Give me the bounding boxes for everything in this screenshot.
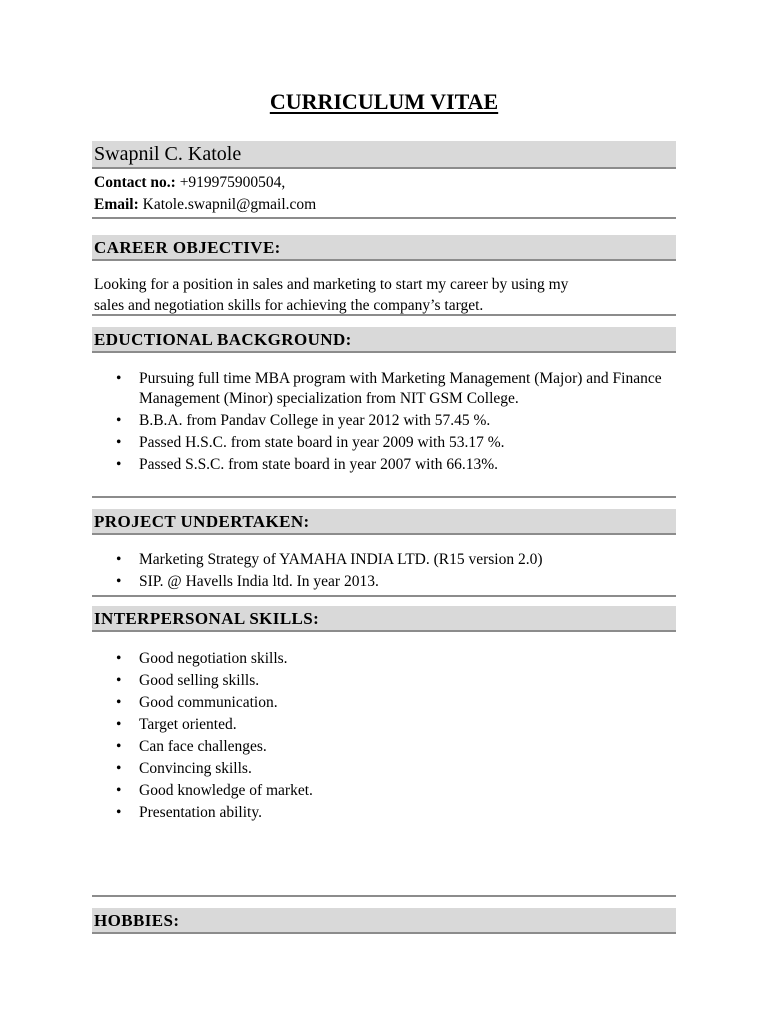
bullet-icon: • [116, 804, 122, 821]
bullet-icon: • [116, 760, 122, 777]
career-line-1: Looking for a position in sales and marketing to start my career by using my [94, 276, 569, 293]
list-item: • Good communication. [112, 692, 672, 714]
project-list [112, 549, 672, 593]
education-heading [92, 327, 676, 353]
list-item: • SIP. @ Havells India ltd. In year 2013. [112, 571, 672, 593]
list-item: • B.B.A. from Pandav College in year 2012 with 57.45 %. [116, 412, 491, 429]
bullet-icon: • [116, 434, 122, 451]
section-title: EDUCTIONAL BACKGROUND: [94, 330, 352, 349]
education-list [112, 369, 662, 475]
email-line [94, 194, 316, 216]
bullet-icon: • [116, 370, 122, 387]
bullet-icon: • [116, 738, 122, 755]
career-objective-heading [92, 235, 676, 261]
hobbies-heading [92, 908, 676, 934]
bullet-icon: • [116, 716, 122, 733]
list-item: • Marketing Strategy of YAMAHA INDIA LTD. (R15 version 2.0) [112, 549, 672, 571]
email-label: Email: [94, 196, 139, 213]
bullet-icon: • [116, 672, 122, 689]
section-divider [92, 895, 676, 897]
list-item: • Target oriented. [112, 714, 672, 736]
section-divider [92, 595, 676, 597]
career-objective-text [94, 274, 674, 316]
skills-heading [92, 606, 676, 632]
list-item: • Passed S.S.C. from state board in year 2007 with 66.13%. [116, 456, 499, 473]
email-value: Katole.swapnil@gmail.com [138, 196, 317, 213]
section-title: INTERPERSONAL SKILLS: [94, 609, 320, 628]
contact-value: +919975900504, [175, 174, 286, 191]
bullet-icon: • [116, 412, 122, 429]
bullet-icon: • [116, 551, 122, 568]
bullet-icon: • [116, 456, 122, 473]
section-title: CAREER OBJECTIVE: [94, 238, 281, 257]
list-item: • Good selling skills. [112, 670, 672, 692]
section-title: PROJECT UNDERTAKEN: [94, 512, 310, 531]
section-title: HOBBIES: [94, 911, 180, 930]
document-title: CURRICULUM VITAE [269, 89, 499, 114]
bullet-icon: • [116, 782, 122, 799]
project-heading [92, 509, 676, 535]
section-divider [92, 314, 676, 316]
bullet-icon: • [116, 650, 122, 667]
list-item: • Can face challenges. [112, 736, 672, 758]
list-item: • Passed H.S.C. from state board in year 2009 with 53.17 %. [116, 434, 505, 451]
list-item: • Convincing skills. [112, 758, 672, 780]
section-divider [92, 496, 676, 498]
name-header [92, 141, 676, 169]
skills-list [112, 648, 672, 824]
contact-label: Contact no.: [94, 174, 176, 191]
candidate-name: Swapnil C. Katole [94, 143, 242, 165]
list-item: • Good negotiation skills. [112, 648, 672, 670]
list-item: • Good knowledge of market. [112, 780, 672, 802]
bullet-icon: • [116, 694, 122, 711]
list-item: • Pursuing full time MBA program with Marketing Management (Major) and Finance Management (Minor) specialization from NIT GSM College. [116, 370, 662, 407]
bullet-icon: • [116, 573, 122, 590]
list-item: • Presentation ability. [112, 802, 672, 824]
career-line-2: sales and negotiation skills for achieving the company’s target. [94, 297, 484, 314]
section-divider [92, 217, 676, 219]
contact-line [94, 172, 285, 194]
